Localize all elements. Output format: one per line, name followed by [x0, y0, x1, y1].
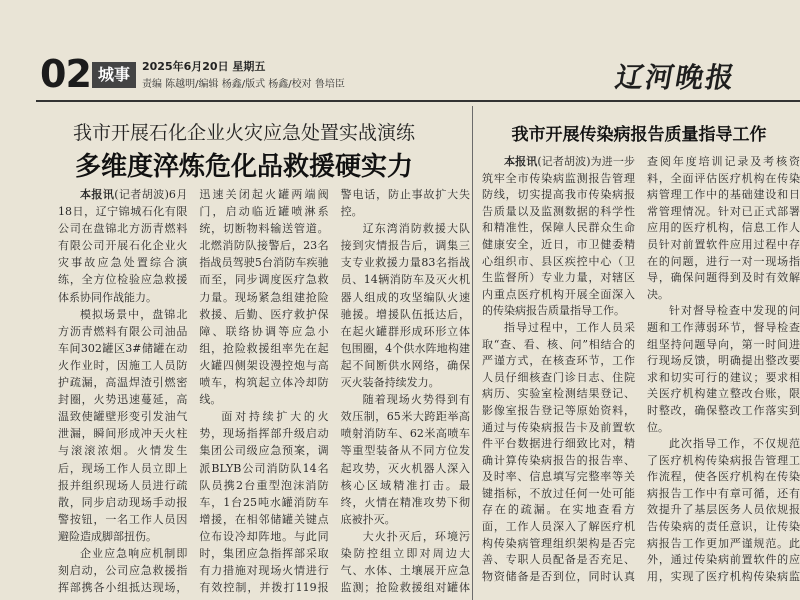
masthead-logo: 辽河晚报: [612, 61, 739, 94]
article-paragraph: 辽东湾消防救援大队接到灾情报告后，调集三支专业救援力量83名指战员、14辆消防车及灭火机器人组成的攻坚编队火速驰援。增援队伍抵达后，在起火罐群形成环形立体包围圈，4个供水阵地构建起不间断供水网络，确保灭火装备持续发力。: [340, 222, 470, 390]
article-paragraph: 本报讯(记者胡波)6月18日，辽宁锦城石化有限公司在盘锦北方沥青燃料有限公司开展石化企业火灾事故应急处置综合演练，全方位检验应急救援体系协同作战能力。: [58, 188, 188, 304]
section-label: 城事: [92, 62, 136, 88]
article-paragraph: 此次指导工作，不仅规范了医疗机构传染病报告管理工作流程，使各医疗机构在传染病报告工作中有章可循，还有效提升了基层医务人员依规报告传染病的责任意识，让传染病报告工作更加严谨规范。此外，通过传染病前置软件的应用，实现了医疗机构传染病监: [647, 437, 800, 583]
article-paragraph: 企业应急响应机制即刻启动，公司应急救援指挥部携各小组抵达现场，迅速关闭起火罐两端阀门，启动临近罐喷淋系统，切断物料输送管道。北燃消防队接警后，23名指战员驾驶5台消防车疾驰而至，同步调度医疗急救力量。现场紧急组建抢险救援、后勤、医疗救护保障、联络协调等应急小组，抢险救援组率先在起火罐四侧架设漫控炮与高喷车，构筑起立体冷却防线。: [58, 188, 329, 595]
article-paragraph: 指导过程中，工作人员采取“查、看、核、问”相结合的严谨方式，在核查环节，工作人员仔细核查门诊日志、住院病历、实验室检测结果登记、影像室报告登记等原始资料，通过与传染病报告卡及前置软件平台数据进行细致比对，精确计算传染病报告的报告率、及时率、信息填写完整率等关键指标，不放过任何一处可能存在的疏漏。在实地查看方面，工作人员深入了解医疗机构传染病管理组织架构是否完善、专职人员配备是否充足、物资储备是否到位，同时认真查阅年度培训记录及考核资料，全面评估医疗机构在传染病管理工作中的基础建设和日常管理情况。针对已正式部署应用的医疗机构，信息工作人员针对前置软件应用过程中存在的问题，进行一对一现场指导，确保问题得到及时有效解决。: [482, 155, 800, 583]
byline: (记者胡波): [537, 155, 591, 168]
article-paragraph: 本报讯(记者胡波)为进一步筑牢全市传染病监测报告管理防线，切实提高我市传染病报告质量以及监测数据的科学性和精准性，保障人民群众生命健康安全，近日，市卫健委精心组织市、县区疾控中心（卫生监督所）专业力量，对辖区内重点医疗机构开展全面深入的传染病报告质量指导工作。: [482, 155, 635, 318]
issue-date: 2025年6月20日 星期五: [142, 60, 266, 73]
left-article-headline: 多维度淬炼危化品救援硬实力: [74, 152, 413, 182]
left-article-body: [58, 186, 470, 600]
article-paragraph: 面对持续扩大的火势，现场指挥部升级启动集团公司级应急预案，调派BLYB公司消防队14名队员携2台重型泡沫消防车，1台25吨水罐消防车增援，在相邻储罐关键点位布设冷却阵地。与此同时，集团应急指挥部采取有力措施对现场火情进行有效控制，并拨打119报警电话，防止事故扩大失控。: [199, 188, 470, 595]
article-paragraph: 大火扑灭后，环境污染防控组立即对周边大气、水体、土壤展开应急监测；抢险救援组对罐体: [340, 529, 470, 595]
left-article-kicker: 我市开展石化企业火灾应急处置实战演练: [72, 122, 415, 144]
right-article-headline: 我市开展传染病报告质量指导工作: [511, 125, 767, 145]
page-header: [0, 0, 800, 102]
article-paragraph: 针对督导检查中发现的问题和工作薄弱环节，督导检查组坚持问题导向，第一时间进行现场反馈，明确提出整改要求和切实可行的建议；要求相关医疗机构建立整改台账，限时整改，确保整改工作落实到位。: [647, 304, 800, 434]
article-paragraph: 随着现场火势得到有效压制，65米大跨距举高喷射消防车、62米高喷车等重型装备从不同方位发起攻势，灭火机器人深入核心区域精准打击。最终，火情在精准攻势下彻底被扑灭。: [340, 393, 470, 526]
article-paragraph: 模拟场景中，盘锦北方沥青燃料有限公司油品车间302罐区3#储罐在动火作业时，因施工人员防护疏漏，高温焊渣引燃密封圈，火势迅速蔓延，高温致使罐壁形变引发油气泄漏，瞬间形成冲天火柱与滚滚浓烟。火情发生后，现场工作人员立即上报并组织现场人员进行疏散，同步启动现场手动报警按钮，一名工作人员因避险造成脚部扭伤。: [58, 307, 188, 543]
byline: (记者胡波): [114, 188, 169, 201]
column-divider: [472, 106, 473, 600]
header-rule: [36, 100, 800, 102]
news-tag: 本报讯: [504, 155, 538, 168]
right-article-body: [482, 154, 800, 600]
editor-credits: 责编 陈越明/编辑 杨鑫/版式 杨鑫/校对 鲁培臣: [142, 79, 345, 90]
page-number: 02: [40, 52, 91, 96]
news-tag: 本报讯: [80, 188, 115, 201]
